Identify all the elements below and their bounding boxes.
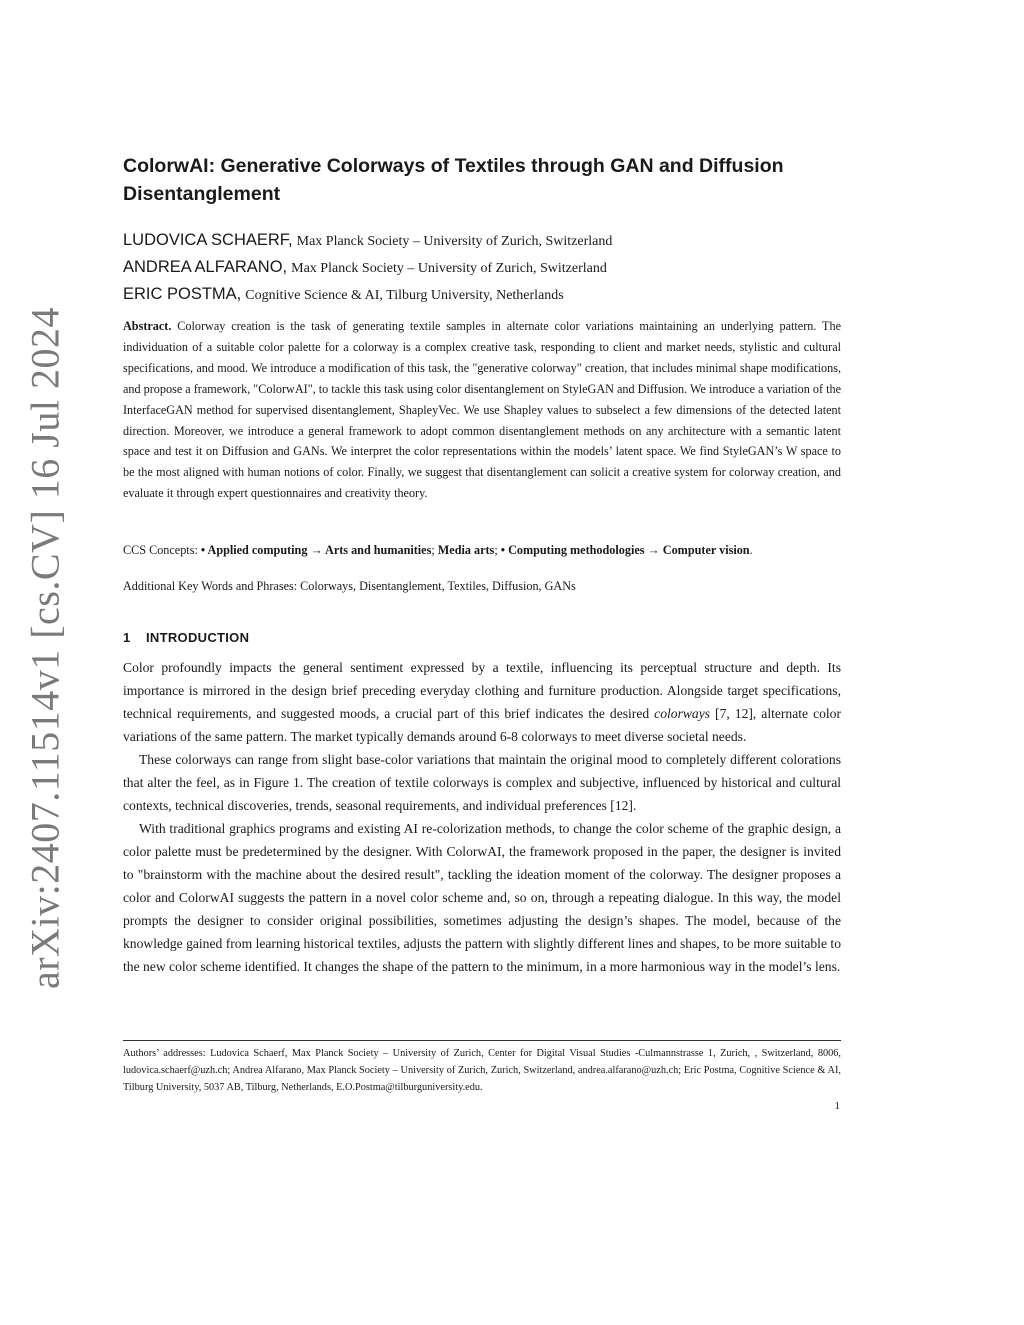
ccs-separator: ; [431, 543, 438, 557]
authors-addresses-footnote: Authors’ addresses: Ludovica Schaerf, Max Planck Society – University of Zurich, Center for Digital Visual Studies -Culmannstrasse 1, Zurich, , Switzerland, 8006, ludovica.schaerf@uzh.ch; Andrea Alfarano, Max Planck Society – University of Zurich, Zurich, Switzerland, andrea.alfarano@uzh.ch; Eric Postma, Cognitive Science & AI, Tilburg University, 5037 AB, Tilburg, Netherlands, E.O.Postma@tilburguniversity.edu. [123, 1048, 841, 1093]
ccs-concept-computer-vision: • Computing methodologies → Computer vision [500, 543, 750, 557]
emphasized-term: colorways [654, 706, 711, 721]
author-name: ERIC POSTMA, [123, 285, 242, 303]
ccs-end: . [749, 543, 753, 557]
paper-title: ColorwAI: Generative Colorways of Textiles through GAN and Diffusion Disentanglement [123, 155, 784, 205]
section-number: 1 [123, 630, 131, 645]
paragraph: With traditional graphics programs and existing AI re-colorization methods, to change the color scheme of the graphic design, a color palette must be predetermined by the designer. With ColorwAI, the framework proposed in the paper, the designer is invited to "brainstorm with the machine about the desired result", tackling the ideation moment of the colorway. The designer proposes a color and ColorwAI suggests the pattern in a novel color scheme and, so on, through a repeating dialogue. In this way, the model prompts the designer to consider original possibilities, sometimes adjusting the design’s shapes. The model, because of the knowledge gained from learning historical textiles, adjusts the pattern with slightly different lines and shapes, to be more suitable to the new color scheme identified. It changes the shape of the pattern to the minimum, in a more harmonious way in the model’s lens. [123, 821, 841, 974]
ccs-concept-media-arts: Media arts [437, 543, 495, 557]
author-name: LUDOVICA SCHAERF, [123, 231, 293, 249]
paragraph [123, 656, 841, 748]
section-title: INTRODUCTION [146, 630, 250, 645]
ccs-separator: ; [494, 543, 501, 557]
author-entry [123, 281, 843, 308]
author-list [123, 227, 843, 308]
paragraph: These colorways can range from slight base-color variations that maintain the original mood to completely different colorations that alter the feel, as in Figure 1. The creation of textile colorways is complex and subjective, influenced by historical and cultural contexts, technical discoveries, trends, seasonal requirements, and individual preferences [12]. [123, 752, 841, 813]
author-affiliation: Cognitive Science & AI, Tilburg University, Netherlands [245, 288, 564, 303]
ccs-concept-applied-computing: • Applied computing → Arts and humanities [200, 543, 432, 557]
section-heading-introduction [123, 629, 249, 647]
page-number: 1 [834, 1100, 840, 1112]
paragraph-text: Color profoundly impacts the general sentiment expressed by a textile, influencing its perceptual structure and depth. Its importance is mirrored in the design brief preceding everyday clothing and furniture production. Alongside target specifications, technical requirements, and suggested moods, a crucial part of this brief indicates the desired [123, 660, 841, 721]
author-name: ANDREA ALFARANO, [123, 258, 288, 276]
ccs-label: CCS Concepts: [123, 543, 201, 557]
author-affiliation: Max Planck Society – University of Zurich, Switzerland [291, 261, 607, 276]
author-entry [123, 254, 843, 281]
author-entry [123, 227, 843, 254]
introduction-body [123, 656, 841, 978]
paragraph-text: [7, 12], alternate color variations of the same pattern. The market typically demands around 6-8 colorways to meet diverse societal needs. [123, 706, 841, 744]
keywords: Additional Key Words and Phrases: Colorways, Disentanglement, Textiles, Diffusion, GANs [123, 579, 576, 593]
author-affiliation: Max Planck Society – University of Zurich, Switzerland [296, 234, 613, 249]
abstract-label: Abstract. [123, 319, 172, 333]
arxiv-identifier-stamp[interactable]: arXiv:2407.11514v1 [cs.CV] 16 Jul 2024 [22, 307, 68, 989]
footnote-divider [123, 1040, 841, 1041]
abstract [123, 316, 841, 504]
ccs-concepts [123, 541, 841, 559]
abstract-text: Colorway creation is the task of generating textile samples in alternate color variations maintaining an underlying pattern. The individuation of a suitable color palette for a colorway is a complex creative task, responding to client and market needs, stylistic and cultural specifications, and mood. We introduce a modification of this task, the "generative colorway" creation, that includes minimal shape modifications, and propose a framework, "ColorwAI", to tackle this task using color disentanglement on StyleGAN and Diffusion. We introduce a variation of the InterfaceGAN method for supervised disentanglement, ShapleyVec. We use Shapley values to subselect a few dimensions of the detected latent direction. Moreover, we introduce a general framework to adopt common disentanglement methods on any architecture with a semantic latent space and test it on Diffusion and GANs. We interpret the color representations within the models’ latent space. We find StyleGAN’s W space to be the most aligned with human notions of color. Finally, we suggest that disentanglement can solicit a creative system for colorway creation, and evaluate it through expert questionnaires and creativity theory. [123, 319, 842, 501]
